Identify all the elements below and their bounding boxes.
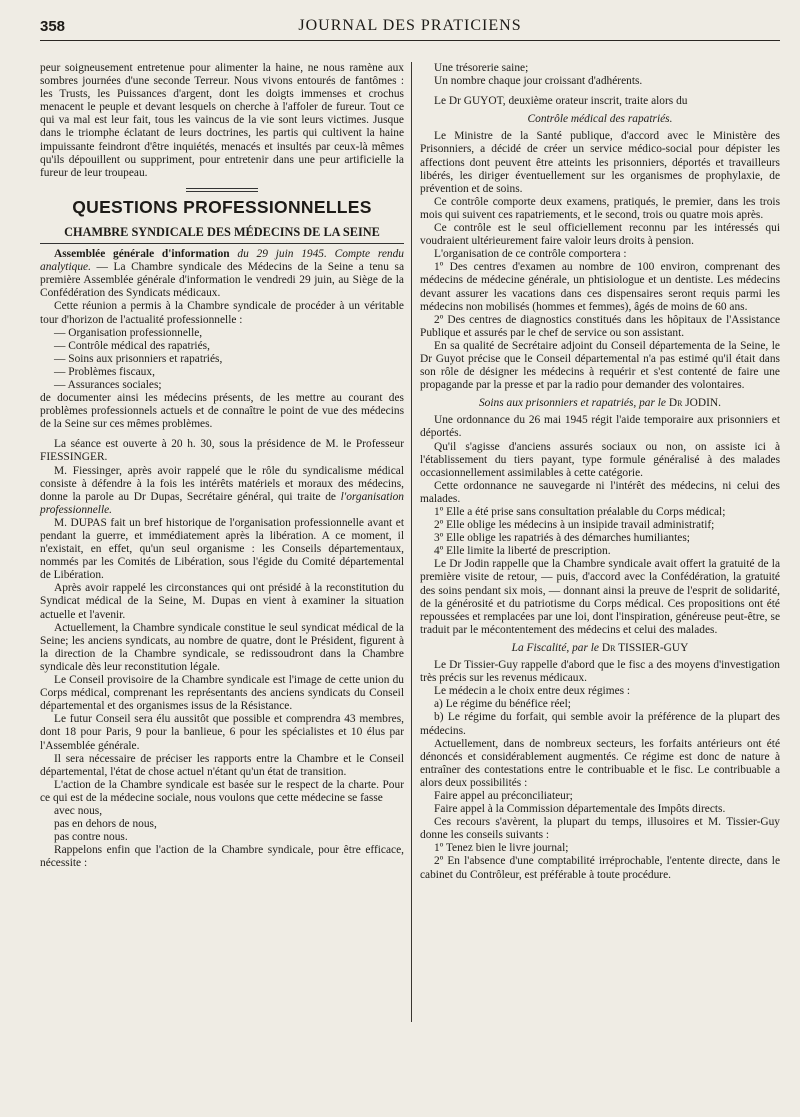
heading-controle: Contrôle médical des rapatriés. xyxy=(527,113,673,126)
officiel-paragraph: Ce contrôle est le seul officiellement reconnu par les intéressés qui voudraient ultérieurement faire valoir leurs droits à pension. xyxy=(420,222,780,248)
list-item: avec nous, xyxy=(54,804,103,817)
necessaire-paragraph: Il sera nécessaire de préciser les rapports entre la Chambre et le Conseil départemental, l'état de chose actuel n'étant qu'un état de transition. xyxy=(40,752,404,778)
documenter-paragraph: de documenter ainsi les médecins présents, de les mettre au courant des problèmes professionnels actuels et de connaître le point de vue des médecins de la Seine sur ces mêmes problèmes. xyxy=(40,392,404,431)
organisation-paragraph: L'organisation de ce contrôle comportera : xyxy=(434,248,627,261)
list-item: pas en dehors de nous, xyxy=(54,818,157,831)
rappelons-paragraph: Rappelons enfin que l'action de la Chambre syndicale, pour être efficace, nécessite : xyxy=(40,844,404,870)
regime-b: b) Le régime du forfait, qui semble avoir la préférence de la plupart des médecins. xyxy=(420,711,780,737)
section-title: QUESTIONS PROFESSIONNELLES xyxy=(72,196,372,217)
section-separator xyxy=(186,188,258,192)
list-item: Un nombre chaque jour croissant d'adhérents. xyxy=(434,75,643,88)
subsection-title: CHAMBRE SYNDICALE DES MÉDECINS DE LA SEINE xyxy=(40,226,404,244)
faire-1: Faire appel au préconciliateur; xyxy=(434,789,573,802)
apres-paragraph: Après avoir rappelé les circonstances qui ont présidé à la reconstitution du Syndicat médical de la Seine, M. Dupas en vient à examiner la situation actuelle et l'avenir. xyxy=(40,582,404,621)
controle-paragraph: Ce contrôle comporte deux examens, pratiqués, le premier, dans les trois mois qui suivent ces rapatriements, et le second, trois ou quatre mois après. xyxy=(420,195,780,221)
conseil-2: 2º En l'absence d'une comptabilité irréprochable, l'entente directe, dans le cabinet du Contrôleur, est préférable à toute procédure. xyxy=(420,855,780,881)
recours-paragraph: Ces recours s'avèrent, la plupart du temps, illusoires et M. Tissier-Guy donne les conseils suivants : xyxy=(420,816,780,842)
cette-paragraph: Cette ordonnance ne sauvegarde ni l'intérêt des médecins, ni celui des malades. xyxy=(420,479,780,505)
action-paragraph: L'action de la Chambre syndicale est basée sur le respect de la charte. Pour ce qui est de la médecine sociale, nous voulons que cette médecine se fasse xyxy=(40,778,404,804)
conseil-1: 1º Tenez bien le livre journal; xyxy=(434,842,569,855)
heading-soins: Soins aux prisonniers et rapatriés, par le Dr JODIN. xyxy=(478,397,722,410)
regime-a: a) Le régime du bénéfice réel; xyxy=(434,698,571,711)
right-column xyxy=(420,62,780,882)
journal-title: JOURNAL DES PRATICIENS xyxy=(298,17,522,34)
intro-paragraph: peur soigneusement entretenue pour alimenter la haine, ne nous ramène aux sombres journées d'une seconde Terreur. Nous vivons entourés de fantômes : les Trusts, les Puissances d'argent, dont les doigts immenses et crochus menacent le peuple et devant lesquels on cherche à l'affoler de fureur. Tout ce qui va mal est leur fait, tous les vaincus de la vie sont leurs victimes. Jusque dans le triomphe éclatant de leurs doctrines, les partis qui cultivent la haine impuissante feindront d'être inquiétés, menacés et insultés par ceux-là mêmes qu'ils dépouillent ou suppriment, pour entretenir dans une peur artificielle la fureur de leur troupeau. xyxy=(40,62,404,179)
list-item: — Assurances sociales; xyxy=(54,378,162,391)
list-item: pas contre nous. xyxy=(54,831,128,844)
conseil-paragraph: Le Conseil provisoire de la Chambre syndicale est l'image de cette union du Corps médical, comprenant les représentants des anciens syndicats du Conseil départemental et des organismes issus de la Résistance. xyxy=(40,674,404,713)
actuellement-paragraph: Actuellement, la Chambre syndicale constitue le seul syndicat médical de la Seine; les anciens syndicats, au nombre de quatre, dont le Président, figurent à la direction de la Chambre syndicale, se redissoudront dans la Chambre syndicale dès leur reconstitution légale. xyxy=(40,621,404,673)
actu-paragraph: Actuellement, dans de nombreux secteurs, les forfaits antérieurs ont été dénoncés et considérablement augmentés. Ce régime est donc de nature à entraîner des contestations entre le contribuable et le fisc. Le contribuable a alors deux possibilités : xyxy=(420,737,780,789)
assembly-paragraph: Assemblée générale d'information du 29 juin 1945. Compte rendu analytique. — La Chambre syndicale des Médecins de la Seine a tenu sa première Assemblée générale d'information le vendredi 29 juin, au Siège de la Confédération des Syndicats médicaux. xyxy=(40,248,404,300)
faire-2: Faire appel à la Commission départementale des Impôts directs. xyxy=(434,803,726,816)
jodin-paragraph: Le Dr Jodin rappelle que la Chambre syndicale avait offert la gratuité de la première visite de retour, — puis, d'accord avec la Confédération, la gratuité des soins pendant six mois, — donnant ainsi la preuve de l'esprit de solidarité, de la générosité et du patriotisme du Corps médical. Ces propositions ont été repoussées et remplacées par une loi, dont l'inspiration, généreuse peut-être, se traduit par le mécontentement des médecins et celui des malades. xyxy=(420,558,780,636)
item-1-paragraph: 1º Des centres d'examen au nombre de 100 environ, comprenant des médecins de médecine générale, un phtisiologue et un dentiste. Les médecins devant assurer les vacations dans ces dispensaires seront requis parmi les médecins non mobilisés (hommes et femmes), âgés de moins de 60 ans. xyxy=(420,261,780,313)
ministre-paragraph: Le Ministre de la Santé publique, d'accord avec le Ministère des Prisonniers, a décidé de créer un service médico-social pour dépister les affections dont peuvent être atteints les prisonniers, déportés et travailleurs libérés, les diriger éventuellement sur les organismes de prophylaxie, de prévention et de soins. xyxy=(420,130,780,195)
column-divider xyxy=(411,62,412,1022)
futur-paragraph: Le futur Conseil sera élu aussitôt que possible et comprendra 43 membres, dont 18 pour Paris, 9 pour la banlieue, 6 pour les spécialistes et 10 élus par l'Assemblée générale. xyxy=(40,713,404,752)
list-item: Une trésorerie saine; xyxy=(434,62,529,74)
medecin-paragraph: Le médecin a le choix entre deux régimes : xyxy=(434,685,631,698)
page-header xyxy=(40,14,780,41)
list-item: — Problèmes fiscaux, xyxy=(54,365,155,378)
fiessinger-paragraph: M. Fiessinger, après avoir rappelé que le rôle du syndicalisme médical consiste à défendre à la fois les intérêts matériels et moraux des médecins, donne la parole au Dr Dupas, Secrétaire général, qui traite de l'organisation professionnelle. xyxy=(40,464,404,516)
seance-paragraph: La séance est ouverte à 20 h. 30, sous la présidence de M. le Professeur FIESSINGER. xyxy=(40,438,404,464)
dupas-paragraph: M. DUPAS fait un bref historique de l'organisation professionnelle avant et pendant la guerre, et immédiatement après la libération. A ce moment, il n'existait, en effet, qu'un seul organisme : les Conseils départementaux, nommés par les Comités de Libération, sous l'égide du Comité départemental de Libération. xyxy=(40,516,404,582)
left-column xyxy=(40,62,404,870)
guyot-paragraph: Le Dr GUYOT, deuxième orateur inscrit, traite alors du xyxy=(434,95,688,108)
item-2-paragraph: 2º Des centres de diagnostics constitués dans les hôpitaux de l'Assistance Publique et assurés par le chef de service ou son assistant. xyxy=(420,313,780,339)
list-item: — Organisation professionnelle, xyxy=(54,326,203,339)
list-item: 4º Elle limite la liberté de prescription. xyxy=(434,545,611,558)
list-item: 2º Elle oblige les médecins à un insipide travail administratif; xyxy=(434,519,715,532)
list-item: 3º Elle oblige les rapatriés à des démarches humiliantes; xyxy=(434,532,690,545)
list-item: — Soins aux prisonniers et rapatriés, xyxy=(54,352,223,365)
quil-paragraph: Qu'il s'agisse d'anciens assurés sociaux ou non, on assiste ici à l'établissement du tiers payant, type formule généralisé à des malades occasionnellement assimilables à cette catégorie. xyxy=(420,440,780,479)
list-item: — Contrôle médical des rapatriés, xyxy=(54,339,210,352)
reunion-paragraph: Cette réunion a permis à la Chambre syndicale de procéder à un véritable tour d'horizon de l'actualité professionnelle : xyxy=(40,300,404,326)
qualite-paragraph: En sa qualité de Secrétaire adjoint du Conseil départementa de la Seine, le Dr Guyot précise que le Conseil départemental n'a pas estimé qu'il était dans son rôle de désigner les médecins à requérir et s'est contenté de faire une propagande par la presse et par la radio pour demander des volontaires. xyxy=(420,339,780,392)
page-number: 358 xyxy=(40,18,66,35)
tissier-paragraph: Le Dr Tissier-Guy rappelle d'abord que le fisc a des moyens d'investigation très précis sur les revenus médicaux. xyxy=(420,659,780,685)
list-item: 1º Elle a été prise sans consultation préalable du Corps médical; xyxy=(434,506,726,518)
heading-fiscalite: La Fiscalité, par le Dr TISSIER-GUY xyxy=(511,641,689,654)
ordonnance-paragraph: Une ordonnance du 26 mai 1945 régit l'aide temporaire aux prisonniers et déportés. xyxy=(420,414,780,440)
